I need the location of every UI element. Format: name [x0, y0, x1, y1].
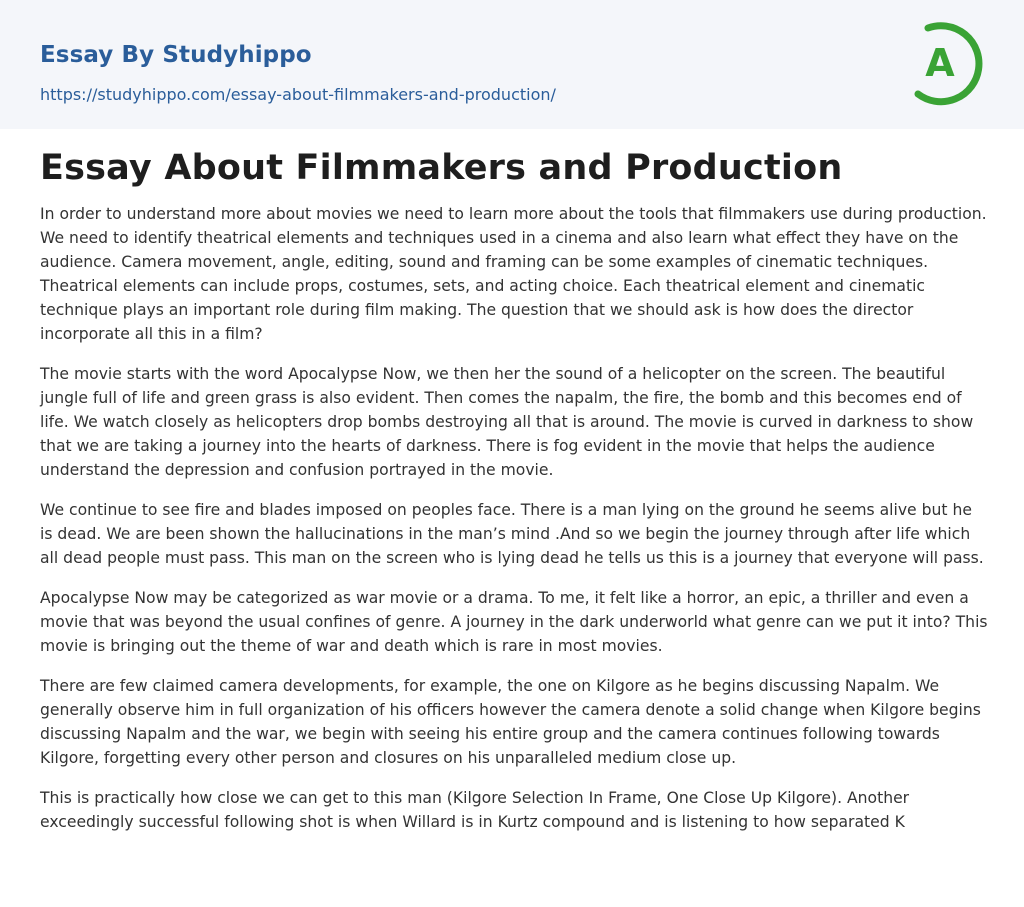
page-url-link[interactable]: https://studyhippo.com/essay-about-filmmakers-and-production/ [40, 85, 556, 104]
site-header [0, 0, 1024, 129]
article-paragraph-4: Apocalypse Now may be categorized as war movie or a drama. To me, it felt like a horror, an epic, a thriller and even a movie that was beyond the usual confines of genre. A journey in the dark underworld what genre can we put it into? This movie is bringing out the theme of war and death which is rare in most movies. [40, 589, 988, 655]
article-paragraph-5: There are few claimed camera developments, for example, the one on Kilgore as he begins discussing Napalm. We generally observe him in full organization of his officers however the camera denote a solid change when Kilgore begins discussing Napalm and the war, we begin with seeing his entire group and the camera continues following towards Kilgore, forgetting every other person and closures on his unparalleled medium close up. [40, 677, 981, 767]
article [40, 140, 988, 850]
article-paragraph-3: We continue to see fire and blades imposed on peoples face. There is a man lying on the ground he seems alive but he is dead. We are been shown the hallucinations in the man’s mind .And so we begin the journey through after life which all dead people must pass. This man on the screen who is lying dead he tells us this is a journey that everyone will pass. [40, 501, 984, 567]
article-paragraph-6: This is practically how close we can get to this man (Kilgore Selection In Frame, One Close Up Kilgore). Another exceedingly successful following shot is when Willard is in Kurtz compound and is listening to how separated K [40, 789, 910, 831]
logo-letter: A [925, 41, 955, 85]
article-paragraph-2: The movie starts with the word Apocalypse Now, we then her the sound of a helicopter on the screen. The beautiful jungle full of life and green grass is also evident. Then comes the napalm, the fire, the bomb and this becomes end of life. We watch closely as helicopters drop bombs destroying all that is around. The movie is curved in darkness to show that we are taking a journey into the hearts of darkness. There is fog evident in the movie that helps the audience understand the depression and confusion portrayed in the movie. [40, 365, 974, 479]
site-brand[interactable]: Essay By Studyhippo [40, 42, 312, 68]
studyhippo-logo-icon[interactable] [910, 18, 988, 106]
article-title: Essay About Filmmakers and Production [40, 148, 843, 188]
article-paragraph-1: In order to understand more about movies we need to learn more about the tools that filmmakers use during production. We need to identify theatrical elements and techniques used in a cinema and also learn what effect they have on the audience. Camera movement, angle, editing, sound and framing can be some examples of cinematic techniques. Theatrical elements can include props, costumes, sets, and acting choice. Each theatrical element and cinematic technique plays an important role during film making. The question that we should ask is how does the director incorporate all this in a film? [40, 205, 987, 343]
